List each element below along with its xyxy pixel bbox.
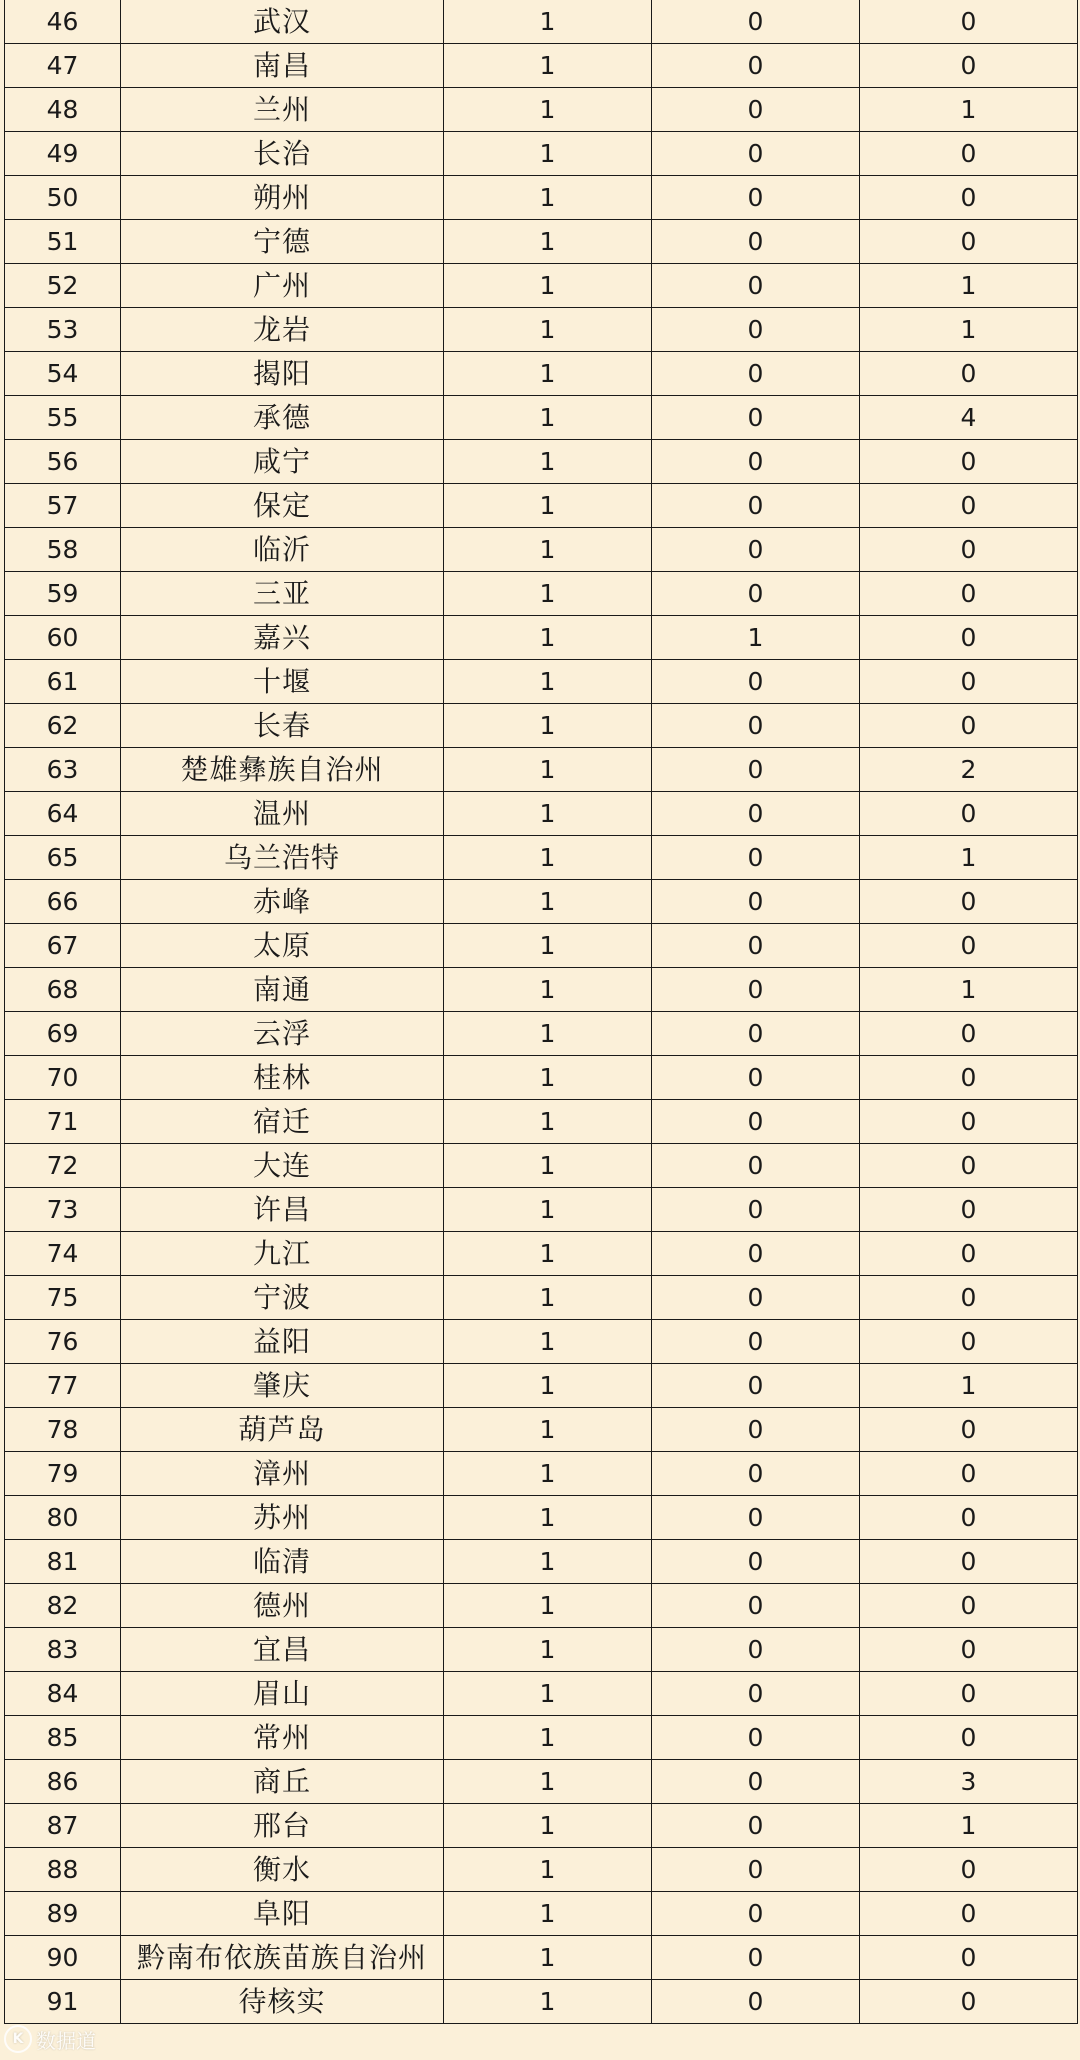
cell-value-2: 0 [652, 352, 860, 396]
cell-value-1: 1 [444, 1144, 652, 1188]
cell-value-3: 0 [860, 616, 1078, 660]
cell-value-2: 0 [652, 1584, 860, 1628]
cell-value-2: 0 [652, 220, 860, 264]
cell-value-1: 1 [444, 1540, 652, 1584]
cell-value-1: 1 [444, 704, 652, 748]
cell-value-2: 0 [652, 1892, 860, 1936]
table-row [5, 440, 1078, 484]
cell-index: 63 [5, 748, 121, 792]
cell-index: 83 [5, 1628, 121, 1672]
cell-value-3: 0 [860, 1628, 1078, 1672]
cell-city: 临清 [121, 1540, 444, 1584]
cell-city: 眉山 [121, 1672, 444, 1716]
cell-value-1: 1 [444, 792, 652, 836]
table-row [5, 44, 1078, 88]
cell-value-2: 0 [652, 88, 860, 132]
cell-value-2: 0 [652, 1320, 860, 1364]
watermark-text: 数据道 [36, 2028, 96, 2053]
cell-city: 嘉兴 [121, 616, 444, 660]
cell-city: 广州 [121, 264, 444, 308]
cell-value-2: 0 [652, 176, 860, 220]
cell-city: 云浮 [121, 1012, 444, 1056]
cell-value-2: 0 [652, 1452, 860, 1496]
cell-city: 常州 [121, 1716, 444, 1760]
cell-city: 葫芦岛 [121, 1408, 444, 1452]
cell-index: 72 [5, 1144, 121, 1188]
cell-index: 87 [5, 1804, 121, 1848]
cell-value-3: 0 [860, 1276, 1078, 1320]
cell-value-3: 0 [860, 440, 1078, 484]
table-row [5, 308, 1078, 352]
cell-value-1: 1 [444, 484, 652, 528]
cell-index: 48 [5, 88, 121, 132]
cell-value-1: 1 [444, 1672, 652, 1716]
cell-city: 承德 [121, 396, 444, 440]
cell-value-3: 0 [860, 1584, 1078, 1628]
cell-value-1: 1 [444, 1760, 652, 1804]
cell-index: 69 [5, 1012, 121, 1056]
cell-index: 64 [5, 792, 121, 836]
cell-index: 52 [5, 264, 121, 308]
cell-index: 53 [5, 308, 121, 352]
cell-value-1: 1 [444, 1496, 652, 1540]
table-row [5, 220, 1078, 264]
cell-index: 91 [5, 1980, 121, 2024]
cell-value-3: 0 [860, 660, 1078, 704]
cell-value-3: 0 [860, 1496, 1078, 1540]
cell-city: 长春 [121, 704, 444, 748]
table-row [5, 1936, 1078, 1980]
cell-value-2: 0 [652, 1716, 860, 1760]
cell-city: 咸宁 [121, 440, 444, 484]
cell-value-1: 1 [444, 836, 652, 880]
table-row [5, 924, 1078, 968]
city-data-table [4, 0, 1078, 2024]
cell-index: 50 [5, 176, 121, 220]
cell-value-2: 0 [652, 1496, 860, 1540]
table-row [5, 748, 1078, 792]
cell-city: 乌兰浩特 [121, 836, 444, 880]
cell-value-2: 0 [652, 1936, 860, 1980]
cell-value-2: 0 [652, 1276, 860, 1320]
cell-city: 黔南布依族苗族自治州 [121, 1936, 444, 1980]
cell-value-2: 0 [652, 1056, 860, 1100]
cell-value-3: 4 [860, 396, 1078, 440]
cell-value-2: 0 [652, 1188, 860, 1232]
cell-value-2: 0 [652, 528, 860, 572]
cell-index: 57 [5, 484, 121, 528]
cell-value-3: 0 [860, 880, 1078, 924]
cell-city: 待核实 [121, 1980, 444, 2024]
table-row [5, 1232, 1078, 1276]
cell-city: 赤峰 [121, 880, 444, 924]
cell-value-3: 1 [860, 1364, 1078, 1408]
cell-value-2: 0 [652, 1144, 860, 1188]
table-row [5, 1716, 1078, 1760]
cell-index: 66 [5, 880, 121, 924]
cell-city: 阜阳 [121, 1892, 444, 1936]
cell-index: 47 [5, 44, 121, 88]
table-row [5, 1848, 1078, 1892]
cell-index: 59 [5, 572, 121, 616]
cell-value-3: 1 [860, 88, 1078, 132]
table-row [5, 1408, 1078, 1452]
cell-value-3: 0 [860, 1540, 1078, 1584]
table-row [5, 1320, 1078, 1364]
cell-city: 南昌 [121, 44, 444, 88]
cell-index: 51 [5, 220, 121, 264]
cell-value-1: 1 [444, 660, 652, 704]
watermark [4, 2024, 96, 2054]
cell-index: 46 [5, 0, 121, 44]
cell-value-2: 0 [652, 924, 860, 968]
cell-value-1: 1 [444, 748, 652, 792]
cell-value-3: 0 [860, 0, 1078, 44]
cell-index: 73 [5, 1188, 121, 1232]
cell-city: 苏州 [121, 1496, 444, 1540]
cell-value-2: 0 [652, 1540, 860, 1584]
cell-value-1: 1 [444, 88, 652, 132]
cell-value-2: 0 [652, 1100, 860, 1144]
cell-index: 68 [5, 968, 121, 1012]
cell-value-1: 1 [444, 1188, 652, 1232]
cell-index: 90 [5, 1936, 121, 1980]
cell-value-2: 0 [652, 1672, 860, 1716]
cell-index: 80 [5, 1496, 121, 1540]
cell-index: 70 [5, 1056, 121, 1100]
cell-index: 86 [5, 1760, 121, 1804]
cell-value-3: 0 [860, 1188, 1078, 1232]
cell-value-3: 0 [860, 484, 1078, 528]
cell-city: 温州 [121, 792, 444, 836]
cell-value-1: 1 [444, 1232, 652, 1276]
cell-value-1: 1 [444, 264, 652, 308]
cell-value-1: 1 [444, 1716, 652, 1760]
table-row [5, 572, 1078, 616]
cell-city: 宜昌 [121, 1628, 444, 1672]
cell-index: 82 [5, 1584, 121, 1628]
cell-value-1: 1 [444, 220, 652, 264]
cell-value-2: 0 [652, 1980, 860, 2024]
cell-index: 58 [5, 528, 121, 572]
cell-index: 56 [5, 440, 121, 484]
cell-value-3: 0 [860, 1936, 1078, 1980]
cell-index: 75 [5, 1276, 121, 1320]
cell-value-1: 1 [444, 440, 652, 484]
cell-value-2: 0 [652, 264, 860, 308]
cell-index: 62 [5, 704, 121, 748]
watermark-logo-icon: K [4, 2025, 32, 2053]
cell-city: 三亚 [121, 572, 444, 616]
cell-index: 67 [5, 924, 121, 968]
cell-value-3: 0 [860, 1408, 1078, 1452]
cell-value-1: 1 [444, 1012, 652, 1056]
cell-value-2: 0 [652, 880, 860, 924]
table-row [5, 1980, 1078, 2024]
cell-value-1: 1 [444, 1364, 652, 1408]
cell-value-3: 0 [860, 44, 1078, 88]
cell-value-1: 1 [444, 968, 652, 1012]
table-row [5, 264, 1078, 308]
cell-city: 长治 [121, 132, 444, 176]
table-row [5, 528, 1078, 572]
cell-city: 九江 [121, 1232, 444, 1276]
cell-value-1: 1 [444, 572, 652, 616]
cell-value-2: 0 [652, 308, 860, 352]
cell-city: 太原 [121, 924, 444, 968]
cell-value-1: 1 [444, 1320, 652, 1364]
cell-value-2: 0 [652, 1012, 860, 1056]
cell-index: 55 [5, 396, 121, 440]
cell-value-3: 0 [860, 1320, 1078, 1364]
cell-city: 龙岩 [121, 308, 444, 352]
cell-value-2: 0 [652, 572, 860, 616]
table-row [5, 660, 1078, 704]
cell-value-1: 1 [444, 308, 652, 352]
cell-value-2: 0 [652, 44, 860, 88]
cell-value-3: 0 [860, 1892, 1078, 1936]
table-row [5, 1804, 1078, 1848]
cell-value-2: 0 [652, 1848, 860, 1892]
cell-value-3: 1 [860, 968, 1078, 1012]
cell-city: 许昌 [121, 1188, 444, 1232]
table-row [5, 1188, 1078, 1232]
table-row [5, 1364, 1078, 1408]
cell-city: 武汉 [121, 0, 444, 44]
table-row [5, 1056, 1078, 1100]
cell-city: 肇庆 [121, 1364, 444, 1408]
cell-index: 65 [5, 836, 121, 880]
cell-index: 76 [5, 1320, 121, 1364]
cell-value-2: 0 [652, 748, 860, 792]
table-row [5, 88, 1078, 132]
cell-city: 桂林 [121, 1056, 444, 1100]
cell-value-3: 1 [860, 1804, 1078, 1848]
cell-city: 楚雄彝族自治州 [121, 748, 444, 792]
cell-value-2: 0 [652, 1628, 860, 1672]
cell-index: 71 [5, 1100, 121, 1144]
cell-value-2: 0 [652, 836, 860, 880]
cell-index: 85 [5, 1716, 121, 1760]
cell-value-2: 0 [652, 396, 860, 440]
cell-value-3: 0 [860, 1056, 1078, 1100]
table-row [5, 176, 1078, 220]
cell-city: 朔州 [121, 176, 444, 220]
cell-value-3: 0 [860, 924, 1078, 968]
cell-value-3: 3 [860, 1760, 1078, 1804]
table-row [5, 1012, 1078, 1056]
cell-value-1: 1 [444, 1892, 652, 1936]
cell-value-1: 1 [444, 1848, 652, 1892]
cell-city: 漳州 [121, 1452, 444, 1496]
cell-value-3: 0 [860, 792, 1078, 836]
cell-value-3: 0 [860, 132, 1078, 176]
cell-index: 84 [5, 1672, 121, 1716]
table-row [5, 704, 1078, 748]
table-row [5, 1892, 1078, 1936]
cell-index: 79 [5, 1452, 121, 1496]
cell-value-3: 0 [860, 1672, 1078, 1716]
cell-index: 60 [5, 616, 121, 660]
table-row [5, 1584, 1078, 1628]
cell-value-2: 0 [652, 968, 860, 1012]
table-row [5, 1100, 1078, 1144]
cell-value-1: 1 [444, 1980, 652, 2024]
cell-value-3: 0 [860, 704, 1078, 748]
cell-value-1: 1 [444, 880, 652, 924]
table-row [5, 484, 1078, 528]
cell-value-2: 0 [652, 660, 860, 704]
table-row [5, 1760, 1078, 1804]
cell-value-2: 0 [652, 1804, 860, 1848]
cell-value-3: 1 [860, 836, 1078, 880]
cell-value-1: 1 [444, 1452, 652, 1496]
cell-value-1: 1 [444, 1408, 652, 1452]
cell-city: 衡水 [121, 1848, 444, 1892]
cell-value-1: 1 [444, 396, 652, 440]
cell-value-2: 0 [652, 1408, 860, 1452]
table-row [5, 1540, 1078, 1584]
cell-value-1: 1 [444, 528, 652, 572]
table-body [5, 0, 1078, 2024]
table-row [5, 1452, 1078, 1496]
cell-value-3: 0 [860, 220, 1078, 264]
table-row [5, 880, 1078, 924]
cell-value-1: 1 [444, 1056, 652, 1100]
cell-city: 揭阳 [121, 352, 444, 396]
table-row [5, 1276, 1078, 1320]
table-row [5, 836, 1078, 880]
cell-value-1: 1 [444, 1804, 652, 1848]
cell-value-3: 0 [860, 176, 1078, 220]
table-row [5, 0, 1078, 44]
table-row [5, 1496, 1078, 1540]
cell-city: 兰州 [121, 88, 444, 132]
cell-value-2: 0 [652, 484, 860, 528]
cell-city: 宿迁 [121, 1100, 444, 1144]
cell-value-2: 0 [652, 132, 860, 176]
cell-city: 益阳 [121, 1320, 444, 1364]
cell-value-3: 0 [860, 1232, 1078, 1276]
cell-value-2: 0 [652, 792, 860, 836]
cell-value-2: 0 [652, 0, 860, 44]
cell-city: 邢台 [121, 1804, 444, 1848]
cell-value-3: 1 [860, 308, 1078, 352]
table-row [5, 352, 1078, 396]
cell-city: 宁德 [121, 220, 444, 264]
cell-index: 54 [5, 352, 121, 396]
cell-value-3: 2 [860, 748, 1078, 792]
cell-city: 宁波 [121, 1276, 444, 1320]
cell-value-3: 0 [860, 1144, 1078, 1188]
cell-city: 十堰 [121, 660, 444, 704]
cell-value-3: 0 [860, 1452, 1078, 1496]
cell-value-1: 1 [444, 1100, 652, 1144]
cell-value-3: 0 [860, 1980, 1078, 2024]
cell-value-1: 1 [444, 1628, 652, 1672]
cell-value-1: 1 [444, 1276, 652, 1320]
cell-city: 大连 [121, 1144, 444, 1188]
table-row [5, 792, 1078, 836]
table-row [5, 1144, 1078, 1188]
cell-value-3: 0 [860, 352, 1078, 396]
cell-value-1: 1 [444, 1936, 652, 1980]
cell-value-2: 0 [652, 1364, 860, 1408]
cell-value-3: 0 [860, 1848, 1078, 1892]
table-row [5, 616, 1078, 660]
cell-value-3: 1 [860, 264, 1078, 308]
cell-index: 89 [5, 1892, 121, 1936]
table-row [5, 1628, 1078, 1672]
cell-index: 61 [5, 660, 121, 704]
cell-value-2: 0 [652, 1760, 860, 1804]
cell-index: 49 [5, 132, 121, 176]
table-row [5, 1672, 1078, 1716]
cell-value-2: 1 [652, 616, 860, 660]
cell-value-1: 1 [444, 616, 652, 660]
cell-index: 81 [5, 1540, 121, 1584]
cell-value-3: 0 [860, 1716, 1078, 1760]
cell-value-1: 1 [444, 0, 652, 44]
cell-value-3: 0 [860, 528, 1078, 572]
cell-index: 88 [5, 1848, 121, 1892]
cell-city: 南通 [121, 968, 444, 1012]
cell-value-3: 0 [860, 572, 1078, 616]
cell-value-2: 0 [652, 1232, 860, 1276]
cell-value-1: 1 [444, 924, 652, 968]
cell-value-1: 1 [444, 1584, 652, 1628]
cell-value-1: 1 [444, 44, 652, 88]
cell-index: 78 [5, 1408, 121, 1452]
cell-city: 临沂 [121, 528, 444, 572]
cell-index: 74 [5, 1232, 121, 1276]
cell-value-2: 0 [652, 704, 860, 748]
cell-value-1: 1 [444, 132, 652, 176]
cell-value-3: 0 [860, 1100, 1078, 1144]
cell-city: 德州 [121, 1584, 444, 1628]
cell-city: 保定 [121, 484, 444, 528]
cell-value-1: 1 [444, 176, 652, 220]
cell-index: 77 [5, 1364, 121, 1408]
cell-value-2: 0 [652, 440, 860, 484]
table-row [5, 396, 1078, 440]
cell-value-1: 1 [444, 352, 652, 396]
cell-city: 商丘 [121, 1760, 444, 1804]
table-row [5, 132, 1078, 176]
cell-value-3: 0 [860, 1012, 1078, 1056]
table-row [5, 968, 1078, 1012]
